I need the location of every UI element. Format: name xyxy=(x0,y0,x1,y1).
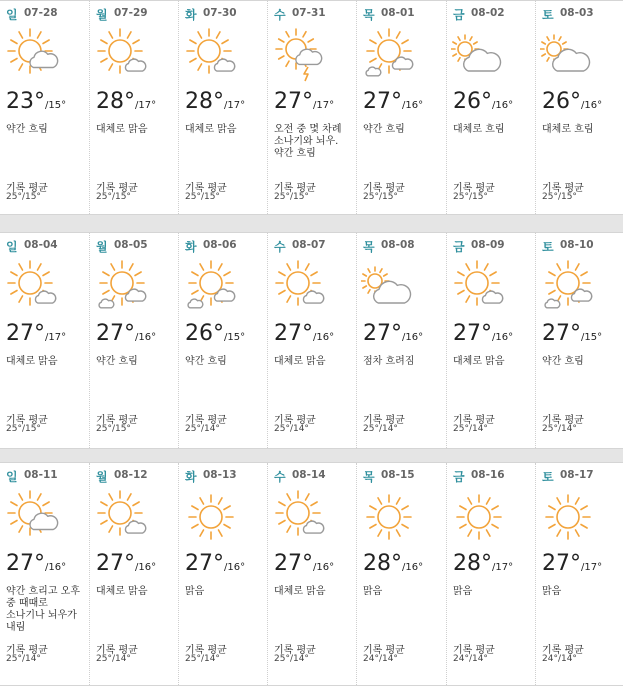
high-temp: 27° xyxy=(274,551,313,576)
low-temp: /15° xyxy=(581,332,603,343)
weather-condition: 맑음 xyxy=(453,586,473,597)
record-average-value: 25°/14° xyxy=(363,424,398,434)
day-of-week: 토 xyxy=(542,470,554,484)
low-temp: /17° xyxy=(135,100,157,111)
temperature xyxy=(185,321,245,346)
high-temp: 27° xyxy=(6,551,45,576)
record-average-label: 기록 평균 xyxy=(274,645,316,656)
record-average-label: 기록 평균 xyxy=(274,415,316,426)
temperature xyxy=(363,89,423,114)
record-average-label: 기록 평균 xyxy=(96,415,138,426)
forecast-date: 08-07 xyxy=(292,239,326,251)
record-average-value: 25°/15° xyxy=(274,192,309,202)
forecast-date: 08-04 xyxy=(24,239,58,251)
temperature xyxy=(542,551,602,576)
day-of-week: 토 xyxy=(542,240,554,254)
day-forecast-cell[interactable] xyxy=(356,233,445,448)
forecast-date: 07-28 xyxy=(24,7,58,19)
forecast-date: 08-14 xyxy=(292,469,326,481)
forecast-week xyxy=(0,462,623,686)
record-average-label: 기록 평균 xyxy=(453,415,495,426)
temperature xyxy=(96,89,156,114)
record-average-label: 기록 평균 xyxy=(96,645,138,656)
record-average-label: 기록 평균 xyxy=(453,183,495,194)
record-average-value: 25°/14° xyxy=(185,654,220,664)
forecast-date: 07-29 xyxy=(114,7,148,19)
sun-small-cloud-icon xyxy=(4,259,60,315)
record-average-label: 기록 평균 xyxy=(6,415,48,426)
record-average-label: 기록 평균 xyxy=(453,645,495,656)
high-temp: 26° xyxy=(185,321,224,346)
high-temp: 27° xyxy=(542,551,581,576)
day-of-week: 금 xyxy=(453,8,465,22)
low-temp: /16° xyxy=(224,562,246,573)
day-of-week: 수 xyxy=(274,240,286,254)
weather-condition: 맑음 xyxy=(363,586,383,597)
record-average-value: 24°/14° xyxy=(453,654,488,664)
low-temp: /17° xyxy=(224,100,246,111)
temperature xyxy=(363,551,423,576)
day-of-week: 목 xyxy=(363,8,375,22)
day-forecast-cell[interactable] xyxy=(535,1,623,214)
day-forecast-cell[interactable] xyxy=(446,1,535,214)
high-temp: 26° xyxy=(453,89,492,114)
record-average-value: 25°/14° xyxy=(542,424,577,434)
high-temp: 27° xyxy=(363,321,402,346)
record-average-label: 기록 평균 xyxy=(6,645,48,656)
temperature xyxy=(542,89,602,114)
forecast-date: 07-31 xyxy=(292,7,326,19)
record-average-value: 25°/14° xyxy=(453,424,488,434)
sun-icon xyxy=(361,489,417,545)
sun-two-clouds-icon xyxy=(540,259,596,315)
temperature xyxy=(6,89,66,114)
record-average-value: 25°/15° xyxy=(453,192,488,202)
weather-condition: 점차 흐려짐 xyxy=(363,356,415,367)
cloud-sun-behind-icon xyxy=(540,27,596,83)
high-temp: 28° xyxy=(363,551,402,576)
record-average-value: 25°/14° xyxy=(274,654,309,664)
low-temp: /16° xyxy=(135,332,157,343)
sun-two-clouds-icon xyxy=(361,27,417,83)
day-forecast-cell[interactable] xyxy=(178,463,267,685)
weather-condition: 맑음 xyxy=(542,586,562,597)
record-average-value: 25°/14° xyxy=(96,654,131,664)
record-average-value: 25°/14° xyxy=(185,424,220,434)
day-forecast-cell[interactable] xyxy=(0,463,89,685)
record-average-label: 기록 평균 xyxy=(542,645,584,656)
day-of-week: 금 xyxy=(453,240,465,254)
record-average-label: 기록 평균 xyxy=(363,183,405,194)
forecast-date: 08-09 xyxy=(471,239,505,251)
day-of-week: 수 xyxy=(274,470,286,484)
sun-cloud-icon xyxy=(4,489,60,545)
forecast-date: 08-12 xyxy=(114,469,148,481)
forecast-date: 08-16 xyxy=(471,469,505,481)
day-of-week: 월 xyxy=(96,470,108,484)
weather-condition: 대체로 맑음 xyxy=(96,586,148,597)
record-average-label: 기록 평균 xyxy=(363,415,405,426)
low-temp: /16° xyxy=(402,562,424,573)
high-temp: 28° xyxy=(453,551,492,576)
sun-small-cloud-icon xyxy=(272,489,328,545)
low-temp: /16° xyxy=(492,332,514,343)
day-forecast-cell[interactable] xyxy=(356,1,445,214)
low-temp: /17° xyxy=(45,332,67,343)
day-forecast-cell[interactable] xyxy=(446,463,535,685)
record-average-value: 24°/14° xyxy=(363,654,398,664)
record-average-label: 기록 평균 xyxy=(363,645,405,656)
temperature xyxy=(274,321,334,346)
sun-small-cloud-icon xyxy=(94,489,150,545)
record-average-value: 25°/15° xyxy=(363,192,398,202)
sun-icon xyxy=(540,489,596,545)
sun-cloud-icon xyxy=(4,27,60,83)
low-temp: /16° xyxy=(313,562,335,573)
high-temp: 27° xyxy=(6,321,45,346)
forecast-date: 08-05 xyxy=(114,239,148,251)
weather-condition: 대체로 맑음 xyxy=(453,356,505,367)
weather-condition: 약간 흐림 xyxy=(542,356,584,367)
day-of-week: 화 xyxy=(185,470,197,484)
forecast-week xyxy=(0,0,623,215)
weather-condition: 약간 흐림 xyxy=(6,124,48,135)
temperature xyxy=(363,321,423,346)
day-of-week: 수 xyxy=(274,8,286,22)
record-average-value: 25°/15° xyxy=(6,424,41,434)
record-average-label: 기록 평균 xyxy=(274,183,316,194)
day-of-week: 토 xyxy=(542,8,554,22)
forecast-date: 08-15 xyxy=(381,469,415,481)
high-temp: 26° xyxy=(542,89,581,114)
low-temp: /16° xyxy=(492,100,514,111)
day-forecast-cell[interactable] xyxy=(267,463,356,685)
day-forecast-cell[interactable] xyxy=(178,233,267,448)
low-temp: /17° xyxy=(492,562,514,573)
record-average-label: 기록 평균 xyxy=(6,183,48,194)
high-temp: 27° xyxy=(274,89,313,114)
high-temp: 27° xyxy=(542,321,581,346)
day-of-week: 목 xyxy=(363,470,375,484)
record-average-label: 기록 평균 xyxy=(542,415,584,426)
low-temp: /16° xyxy=(402,332,424,343)
low-temp: /15° xyxy=(45,100,67,111)
temperature xyxy=(453,89,513,114)
forecast-date: 08-10 xyxy=(560,239,594,251)
low-temp: /16° xyxy=(402,100,424,111)
temperature xyxy=(274,89,334,114)
day-forecast-cell[interactable] xyxy=(89,233,178,448)
record-average-label: 기록 평균 xyxy=(96,183,138,194)
sun-small-cloud-icon xyxy=(451,259,507,315)
high-temp: 28° xyxy=(96,89,135,114)
forecast-date: 07-30 xyxy=(203,7,237,19)
forecast-date: 08-03 xyxy=(560,7,594,19)
record-average-label: 기록 평균 xyxy=(185,415,227,426)
forecast-date: 08-17 xyxy=(560,469,594,481)
temperature xyxy=(274,551,334,576)
high-temp: 23° xyxy=(6,89,45,114)
day-of-week: 화 xyxy=(185,8,197,22)
day-forecast-cell[interactable] xyxy=(535,463,623,685)
record-average-value: 25°/14° xyxy=(6,654,41,664)
record-average-label: 기록 평균 xyxy=(185,645,227,656)
weather-condition: 약간 흐리고 오후 중 때때로 소나기나 뇌우가 내림 xyxy=(6,586,80,633)
weather-condition: 오전 중 몇 차례 소나기와 뇌우. 약간 흐림 xyxy=(274,124,342,159)
day-of-week: 일 xyxy=(6,240,18,254)
high-temp: 27° xyxy=(453,321,492,346)
forecast-date: 08-08 xyxy=(381,239,415,251)
day-of-week: 월 xyxy=(96,8,108,22)
high-temp: 28° xyxy=(185,89,224,114)
weather-condition: 대체로 흐림 xyxy=(542,124,594,135)
day-of-week: 금 xyxy=(453,470,465,484)
high-temp: 27° xyxy=(363,89,402,114)
day-forecast-cell[interactable] xyxy=(178,1,267,214)
high-temp: 27° xyxy=(274,321,313,346)
day-of-week: 일 xyxy=(6,8,18,22)
temperature xyxy=(542,321,602,346)
weather-condition: 대체로 맑음 xyxy=(274,356,326,367)
low-temp: /16° xyxy=(45,562,67,573)
cloud-sun-behind-icon xyxy=(451,27,507,83)
temperature xyxy=(185,551,245,576)
day-forecast-cell[interactable] xyxy=(267,233,356,448)
high-temp: 27° xyxy=(96,551,135,576)
record-average-label: 기록 평균 xyxy=(185,183,227,194)
temperature xyxy=(96,321,156,346)
sun-icon xyxy=(183,489,239,545)
forecast-date: 08-01 xyxy=(381,7,415,19)
record-average-label: 기록 평균 xyxy=(542,183,584,194)
low-temp: /17° xyxy=(581,562,603,573)
day-of-week: 목 xyxy=(363,240,375,254)
high-temp: 27° xyxy=(96,321,135,346)
sun-small-cloud-icon xyxy=(183,27,239,83)
sun-two-clouds-icon xyxy=(94,259,150,315)
forecast-date: 08-11 xyxy=(24,469,58,481)
day-forecast-cell[interactable] xyxy=(356,463,445,685)
weather-condition: 약간 흐림 xyxy=(363,124,405,135)
forecast-date: 08-06 xyxy=(203,239,237,251)
weather-condition: 대체로 맑음 xyxy=(6,356,58,367)
temperature xyxy=(96,551,156,576)
day-forecast-cell[interactable] xyxy=(446,233,535,448)
record-average-value: 25°/15° xyxy=(185,192,220,202)
weather-condition: 대체로 맑음 xyxy=(274,586,326,597)
low-temp: /16° xyxy=(135,562,157,573)
low-temp: /17° xyxy=(313,100,335,111)
day-forecast-cell[interactable] xyxy=(89,463,178,685)
sun-cloud-thunder-icon xyxy=(272,27,328,83)
temperature xyxy=(453,321,513,346)
record-average-value: 25°/15° xyxy=(6,192,41,202)
day-of-week: 일 xyxy=(6,470,18,484)
sun-icon xyxy=(451,489,507,545)
weather-condition: 맑음 xyxy=(185,586,205,597)
forecast-date: 08-02 xyxy=(471,7,505,19)
temperature xyxy=(6,551,66,576)
temperature xyxy=(185,89,245,114)
day-of-week: 화 xyxy=(185,240,197,254)
day-forecast-cell[interactable] xyxy=(0,233,89,448)
low-temp: /15° xyxy=(224,332,246,343)
weather-condition: 대체로 흐림 xyxy=(453,124,505,135)
forecast-date: 08-13 xyxy=(203,469,237,481)
high-temp: 27° xyxy=(185,551,224,576)
low-temp: /16° xyxy=(581,100,603,111)
sun-small-cloud-icon xyxy=(94,27,150,83)
record-average-value: 24°/14° xyxy=(542,654,577,664)
sun-two-clouds-icon xyxy=(183,259,239,315)
record-average-value: 25°/14° xyxy=(274,424,309,434)
sun-small-cloud-icon xyxy=(272,259,328,315)
record-average-value: 25°/15° xyxy=(96,424,131,434)
day-of-week: 월 xyxy=(96,240,108,254)
day-forecast-cell[interactable] xyxy=(0,1,89,214)
day-forecast-cell[interactable] xyxy=(267,1,356,214)
temperature xyxy=(453,551,513,576)
day-forecast-cell[interactable] xyxy=(535,233,623,448)
forecast-week xyxy=(0,232,623,449)
weather-condition: 약간 흐림 xyxy=(185,356,227,367)
cloud-sun-behind-icon xyxy=(361,259,417,315)
record-average-value: 25°/15° xyxy=(96,192,131,202)
day-forecast-cell[interactable] xyxy=(89,1,178,214)
weather-condition: 대체로 맑음 xyxy=(185,124,237,135)
temperature xyxy=(6,321,66,346)
record-average-value: 25°/15° xyxy=(542,192,577,202)
low-temp: /16° xyxy=(313,332,335,343)
weather-condition: 약간 흐림 xyxy=(96,356,138,367)
weather-condition: 대체로 맑음 xyxy=(96,124,148,135)
